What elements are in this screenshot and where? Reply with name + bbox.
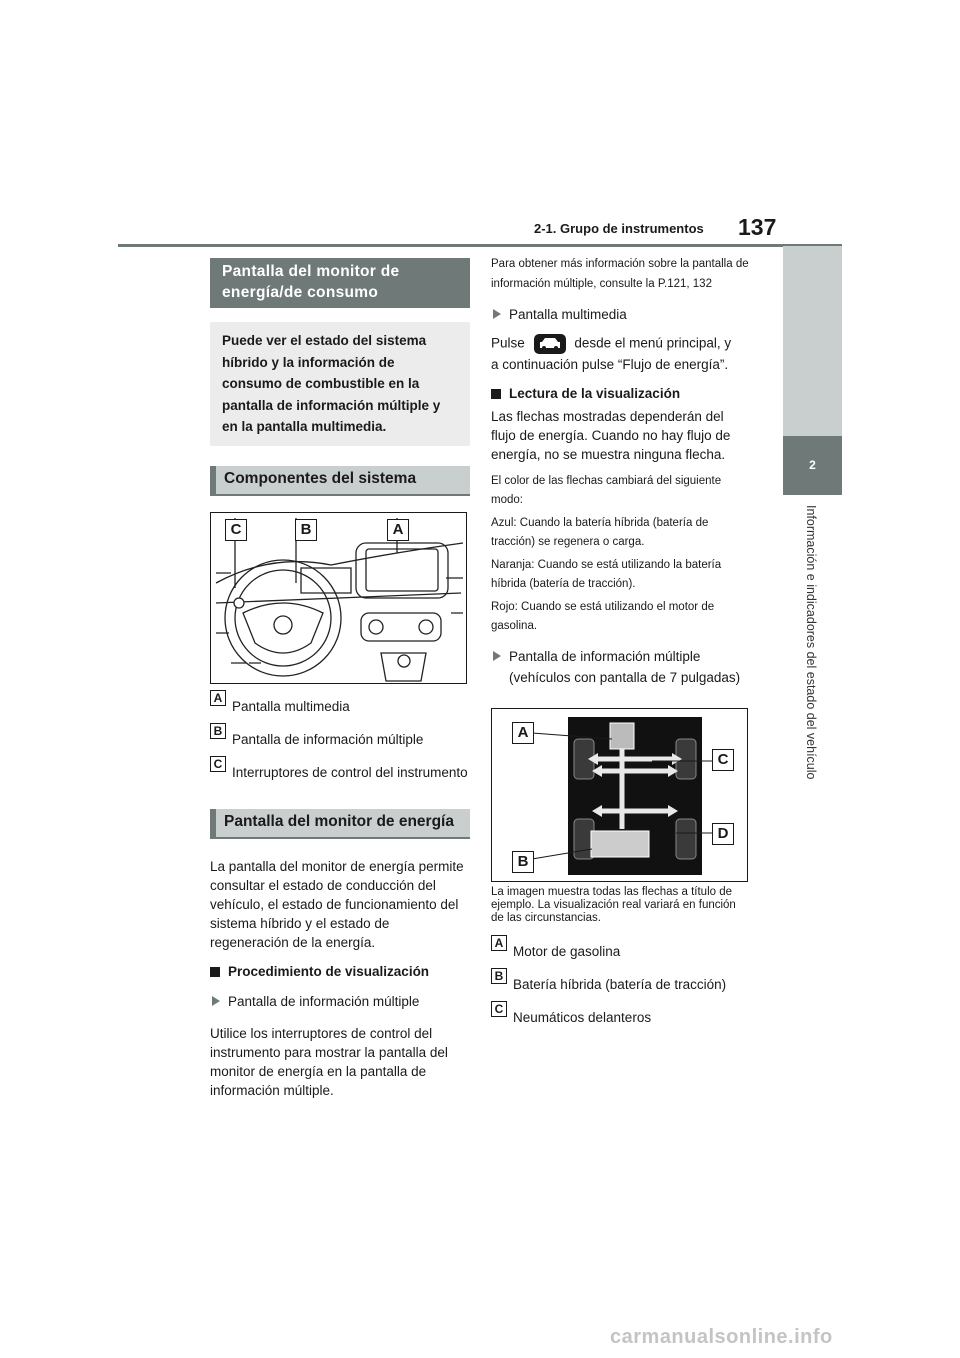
flow-item xyxy=(491,969,751,995)
callout-label-b: B xyxy=(295,519,317,541)
procedure-heading: Procedimiento de visualización xyxy=(210,964,470,979)
item-badge: A xyxy=(210,690,226,706)
item-badge: A xyxy=(491,935,507,951)
watermark: carmanualsonline.info xyxy=(610,1326,833,1348)
side-tab-number: 2 xyxy=(783,436,842,495)
component-item xyxy=(210,723,470,750)
side-tab-text: Información e indicadores del estado del vehículo xyxy=(804,505,818,780)
right-column xyxy=(491,258,751,1028)
monitor-paragraph: La pantalla del monitor de energía permite consultar el estado de conducción del vehículo, el estado de funcionamiento del sistema híbrido y el estado de regeneración de la energía. xyxy=(210,858,464,950)
flow-label-b: B xyxy=(512,851,534,873)
dashboard-illustration xyxy=(211,513,467,684)
header-divider xyxy=(118,244,842,247)
section-title-line2: energía/de consumo xyxy=(222,284,379,301)
dashboard-diagram xyxy=(210,512,467,684)
item-badge: B xyxy=(210,723,226,739)
callout-label-a: A xyxy=(387,519,409,541)
intro-box: Puede ver el estado del sistema híbrido y la información de consumo de combustible en la pantalla de información múltiple y en la pantalla multimedia. xyxy=(210,322,470,446)
energy-flow-diagram xyxy=(491,708,748,882)
monitor-title: Pantalla del monitor de energía xyxy=(210,809,470,839)
reference-note: Para obtener más información sobre la pantalla de información múltiple, consulte la P.121, 132 xyxy=(491,258,749,290)
section-title-line1: Pantalla del monitor de xyxy=(222,263,400,280)
page-number: 137 xyxy=(738,214,777,240)
component-item xyxy=(210,690,470,717)
procedure-item: Pantalla de información múltiple xyxy=(210,991,470,1012)
item-text: Interruptores de control del instrumento xyxy=(232,764,468,780)
color-note: Rojo: Cuando se está utilizando el motor de gasolina. xyxy=(491,601,715,632)
flow-label-a: A xyxy=(512,722,534,744)
color-note: El color de las flechas cambiará del siguiente modo: xyxy=(491,475,722,506)
component-item xyxy=(210,756,470,783)
flow-item xyxy=(491,1002,751,1028)
reading-paragraph: Las flechas mostradas dependerán del flujo de energía. Cuando no hay flujo de energía, no se muestra ninguna flecha. xyxy=(491,409,731,462)
section-header: 2-1. Grupo de instrumentos xyxy=(534,221,704,236)
left-column xyxy=(210,258,470,1100)
car-icon xyxy=(533,333,567,355)
item-text: Pantalla multimedia xyxy=(232,698,350,714)
flow-label-c: C xyxy=(712,749,734,771)
flow-caption: La imagen muestra todas las flechas a título de ejemplo. La visualización real variará en función de las circunstancias. xyxy=(491,886,736,924)
multi-info-item: Pantalla de información múltiple (vehículos con pantalla de 7 pulgadas) xyxy=(491,646,751,688)
flow-item xyxy=(491,936,751,962)
section-title-box xyxy=(210,258,470,308)
item-text: Motor de gasolina xyxy=(513,944,621,959)
multimedia-item: Pantalla multimedia xyxy=(491,304,751,325)
callout-label-c: C xyxy=(225,519,247,541)
item-badge: C xyxy=(210,756,226,772)
pulse-text-a: Pulse xyxy=(491,335,525,351)
item-badge: B xyxy=(491,968,507,984)
reading-heading: Lectura de la visualización xyxy=(491,386,751,401)
components-title: Componentes del sistema xyxy=(210,466,470,496)
side-tab-top xyxy=(783,246,842,436)
color-note: Azul: Cuando la batería híbrida (batería de tracción) se regenera o carga. xyxy=(491,517,709,548)
pulse-text-b: desde el menú principal, y xyxy=(574,335,732,351)
pulse-text-c: a continuación pulse “Flujo de energía”. xyxy=(491,357,729,372)
pulse-instruction xyxy=(491,333,751,374)
flow-label-d: D xyxy=(712,823,734,845)
item-text: Batería híbrida (batería de tracción) xyxy=(513,977,727,992)
item-badge: C xyxy=(491,1001,507,1017)
color-note: Naranja: Cuando se está utilizando la batería híbrida (batería de tracción). xyxy=(491,559,722,590)
item-text: Neumáticos delanteros xyxy=(513,1010,652,1025)
item-text: Pantalla de información múltiple xyxy=(232,731,424,747)
procedure-paragraph: Utilice los interruptores de control del instrumento para mostrar la pantalla del monitor de energía en la pantalla de información múltiple. xyxy=(210,1025,448,1098)
